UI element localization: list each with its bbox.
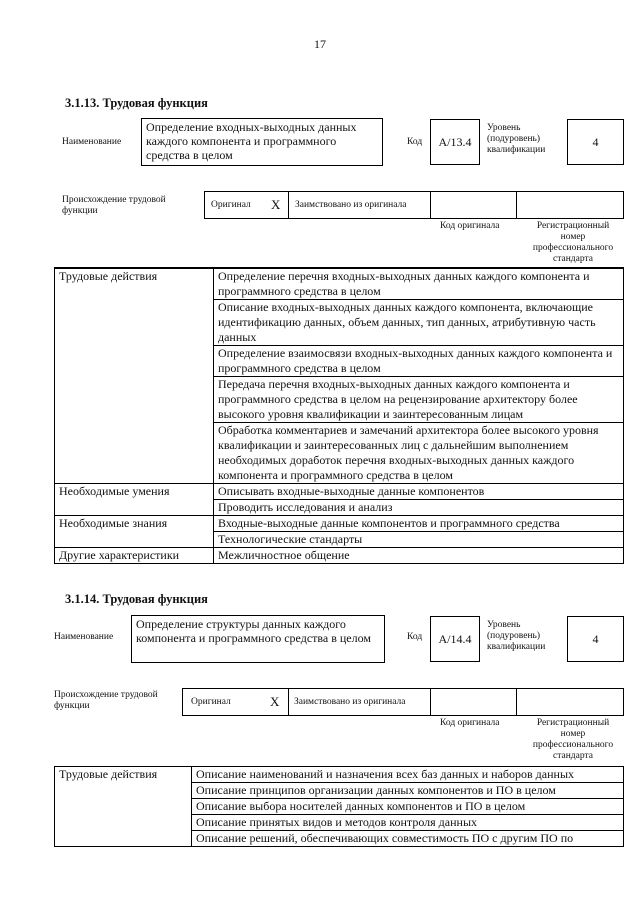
original-mark: X — [271, 197, 281, 212]
divider — [288, 191, 289, 219]
item-cell: Описание решений, обеспечивающих совместимость ПО с другим ПО по — [192, 831, 624, 847]
item-cell: Описание принятых видов и методов контроля данных — [192, 815, 624, 831]
work-function-table — [54, 766, 624, 847]
item-cell: Определение перечня входных-выходных данных каждого компонента и программного средства в целом — [214, 269, 624, 300]
function-name: Определение входных-выходных данных каждого компонента и программного средства в целом — [146, 120, 357, 162]
code-box — [430, 616, 480, 662]
divider — [516, 688, 517, 716]
origin-label: Происхождение трудовой функции — [62, 195, 166, 216]
item-cell: Описание выбора носителей данных компонентов и ПО в целом — [192, 799, 624, 815]
borrowed-label: Заимствовано из оригинала — [295, 200, 407, 210]
original-label: Оригинал — [191, 697, 231, 707]
code-value: A/13.4 — [438, 134, 472, 149]
item-cell: Межличностное общение — [214, 548, 624, 564]
code-value: A/14.4 — [438, 631, 472, 646]
item-cell: Описывать входные-выходные данные компонентов — [214, 484, 624, 500]
category-cell: Необходимые знания — [55, 516, 214, 548]
origin-label: Происхождение трудовой функции — [54, 690, 158, 711]
section-title: 3.1.13. Трудовая функция — [65, 96, 208, 110]
work-function-table — [54, 268, 624, 564]
item-cell: Проводить исследования и анализ — [214, 500, 624, 516]
level-value: 4 — [592, 134, 599, 149]
section-title: 3.1.14. Трудовая функция — [65, 592, 208, 606]
original-label: Оригинал — [211, 200, 251, 210]
origin-row — [204, 191, 624, 219]
reg-number-label: Регистрационный номер профессионального стандарта — [532, 718, 614, 761]
level-box — [567, 616, 624, 662]
category-cell: Необходимые умения — [55, 484, 214, 516]
item-cell: Технологические стандарты — [214, 532, 624, 548]
code-label: Код — [407, 137, 423, 147]
table-row — [55, 548, 624, 564]
divider — [516, 191, 517, 219]
divider — [430, 191, 431, 219]
code-box — [430, 119, 480, 165]
category-cell: Другие характеристики — [55, 548, 214, 564]
category-cell: Трудовые действия — [55, 269, 214, 484]
item-cell: Передача перечня входных-выходных данных каждого компонента и программного средства в целом на рецензирование архитектору более высокого уровня квалификации и заинтересованным лицам — [214, 377, 624, 423]
page-number: 17 — [314, 37, 326, 51]
code-label: Код — [407, 632, 423, 642]
original-code-label: Код оригинала — [440, 718, 500, 728]
name-label: Наименование — [62, 137, 122, 147]
table-row — [55, 516, 624, 532]
item-cell: Описание входных-выходных данных каждого компонента, включающие идентификацию данных, объем данных, тип данных, атрибутивную часть данных — [214, 300, 624, 346]
function-name-box — [141, 118, 383, 166]
function-name: Определение структуры данных каждого компонента и программного средства в целом — [136, 617, 371, 645]
category-cell: Трудовые действия — [55, 767, 192, 847]
borrowed-label: Заимствовано из оригинала — [294, 697, 406, 707]
original-mark: X — [270, 694, 280, 709]
function-name-box — [131, 615, 385, 663]
item-cell: Определение взаимосвязи входных-выходных данных каждого компонента и программного средства в целом — [214, 346, 624, 377]
item-cell: Описание наименований и назначения всех баз данных и наборов данных — [192, 767, 624, 783]
table-row — [55, 269, 624, 300]
level-value: 4 — [592, 631, 599, 646]
level-box — [567, 119, 624, 165]
divider — [430, 688, 431, 716]
item-cell: Входные-выходные данные компонентов и программного средства — [214, 516, 624, 532]
item-cell: Описание принципов организации данных компонентов и ПО в целом — [192, 783, 624, 799]
divider — [288, 688, 289, 716]
table-row — [55, 484, 624, 500]
reg-number-label: Регистрационный номер профессионального стандарта — [532, 221, 614, 264]
item-cell: Обработка комментариев и замечаний архитектора более высокого уровня квалификации и заинтересованных лиц с дальнейшим выполнением необходимых доработок перечня входных-выходных данных каждого компонента и программного средства в целом — [214, 423, 624, 484]
table-row — [55, 767, 624, 783]
original-code-label: Код оригинала — [440, 221, 500, 231]
level-label: Уровень (подуровень) квалификации — [487, 123, 546, 155]
level-label: Уровень (подуровень) квалификации — [487, 620, 546, 652]
name-label: Наименование — [54, 632, 114, 642]
